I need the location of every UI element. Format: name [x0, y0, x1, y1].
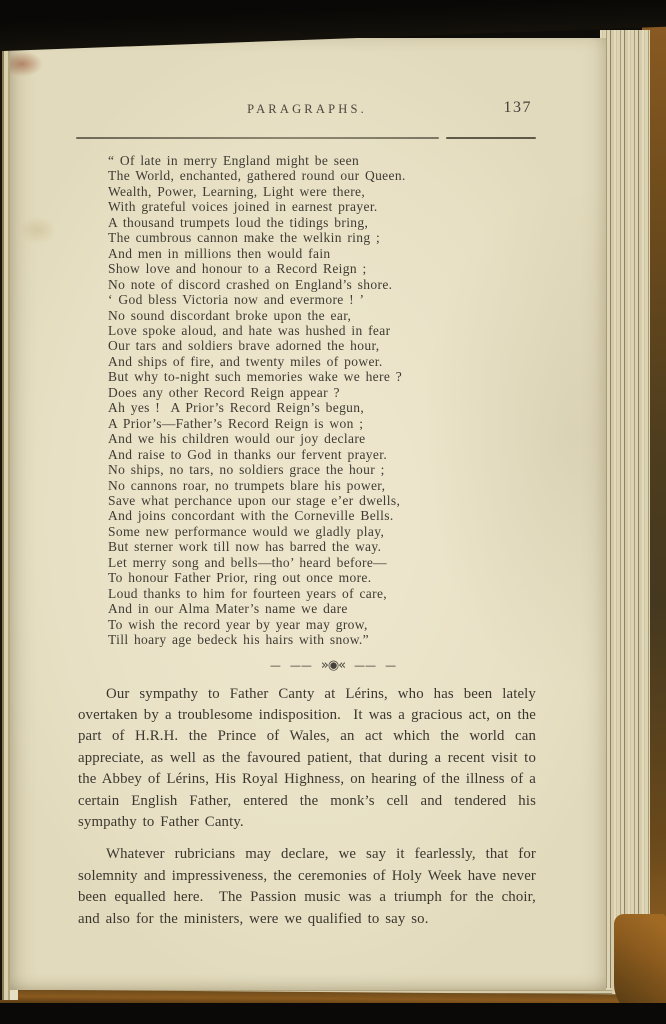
ornament-part: —— — [289, 659, 312, 672]
poem-line: Ah yes ! A Prior’s Record Reign’s begun, — [108, 400, 365, 416]
poem-line: “ Of late in merry England might be seen — [108, 153, 360, 168]
poem-line: The World, enchanted, gathered round our Queen. — [108, 168, 406, 184]
poem-line: No cannons roar, no trumpets blare his power, — [108, 477, 386, 493]
scan-background-bottom — [0, 1003, 666, 1024]
poem-line: And ships of fire, and twenty miles of power. — [108, 353, 383, 369]
running-header-title: PARAGRAPHS. — [247, 102, 367, 116]
poem-line: But sterner work till now has barred the way. — [108, 539, 382, 555]
poem-line: And men in millions then would fain — [108, 245, 331, 261]
poem-line: A thousand trumpets loud the tidings bring, — [108, 214, 369, 230]
poem-line: And joins concordant with the Corneville Bells. — [108, 508, 394, 524]
header-rule — [76, 137, 536, 139]
poem-line: And in our Alma Mater’s name we dare — [108, 601, 348, 617]
page-stack-fore-edge — [600, 30, 650, 998]
poem-line: Loud thanks to him for fourteen years of care, — [108, 585, 388, 601]
poem-line: To wish the record year by year may grow, — [108, 616, 368, 632]
poem-line: ‘ God bless Victoria now and evermore ! ’ — [108, 292, 365, 308]
ornament-part: —— — [354, 659, 377, 672]
poem-line: And we his children would our joy declare — [108, 431, 366, 447]
header-rule-long-segment — [76, 137, 439, 139]
ornament-part: »◉« — [320, 658, 346, 673]
poem-line: Let merry song and bells—tho’ heard before— — [108, 554, 388, 570]
running-head — [78, 99, 536, 122]
poem-line: With grateful voices joined in earnest prayer. — [108, 199, 378, 215]
ornament-part: — — [385, 659, 397, 672]
poem-line: Love spoke aloud, and hate was hushed in fear — [108, 322, 391, 338]
poem-line: And raise to God in thanks our fervent prayer. — [108, 446, 388, 462]
poem-line: Some new performance would we gladly play, — [108, 523, 385, 539]
poem-line: Does any other Record Reign appear ? — [108, 384, 340, 400]
poem-line: No ships, no tars, no soldiers grace the hour ; — [108, 462, 385, 478]
poem-line: A Prior’s—Father’s Record Reign is won ; — [108, 415, 364, 431]
page-number: 137 — [503, 99, 532, 116]
paragraphs — [78, 684, 542, 930]
poem-line: No note of discord crashed on England’s shore. — [108, 276, 393, 292]
poem-line: Save what perchance upon our stage e’er dwells, — [108, 492, 401, 508]
book-page — [10, 38, 606, 990]
poem-line: But why to-night such memories wake we here ? — [108, 369, 403, 385]
poem-line: To honour Father Prior, ring out once more. — [108, 570, 372, 586]
poem-line: Till hoary age bedeck his hairs with snow.” — [108, 632, 369, 648]
section-divider-ornament — [104, 658, 562, 674]
poem-line: Our tars and soldiers brave adorned the hour, — [108, 338, 380, 354]
poem-line: Show love and honour to a Record Reign ; — [108, 261, 367, 277]
poem-line: Wealth, Power, Learning, Light were there, — [108, 183, 366, 199]
poem-line: The cumbrous cannon make the welkin ring ; — [108, 230, 381, 246]
ornament-part: — — [269, 659, 281, 672]
poem-line: No sound discordant broke upon the ear, — [108, 307, 352, 323]
page-content — [10, 38, 606, 930]
paragraph: Whatever rubricians may declare, we say it fearlessly, that for solemnity and impressiveness, the ceremonies of Holy Week have never been equalled here. The Passion music was a triumph for the choir, and also for the ministers, were we qualified to say so. — [78, 846, 542, 927]
header-rule-short-segment — [446, 137, 536, 139]
paragraph: Our sympathy to Father Canty at Lérins, who has been lately overtaken by a troublesome indisposition. It was a gracious act, on the part of H.R.H. the Prince of Wales, an act which the world can appreciate, as well as the favoured patient, that during a recent visit to the Abbey of Lérins, His Royal Highness, on hearing of the illness of a certain English Father, entered the monk’s cell and tendered his sympathy to Father Canty. — [78, 685, 542, 830]
poem — [108, 153, 536, 648]
